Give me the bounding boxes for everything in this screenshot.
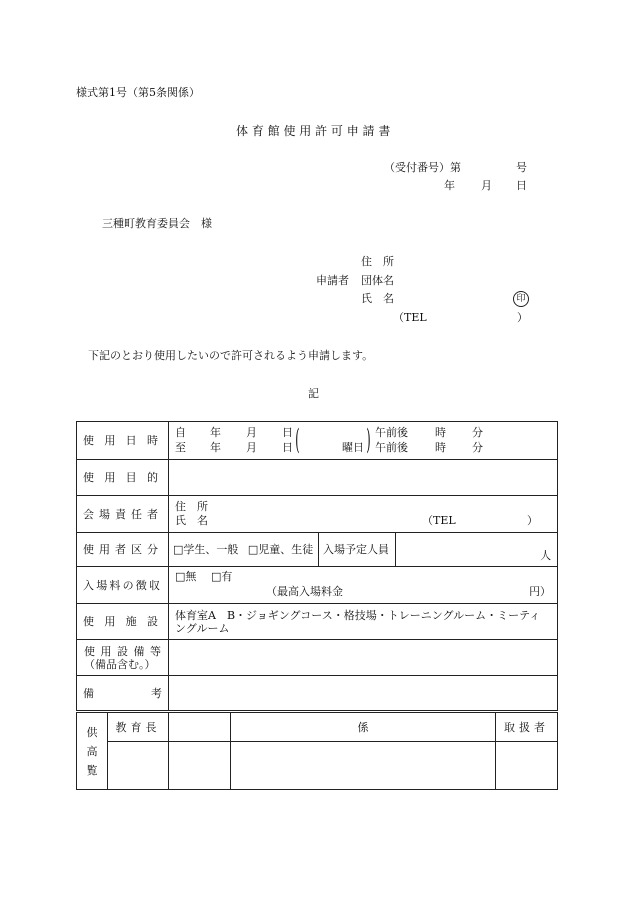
from-ampm: 午前後 bbox=[375, 426, 408, 439]
manager-tel-open: （TEL bbox=[422, 514, 456, 527]
superintendent-header: 教育長 bbox=[108, 712, 169, 742]
manager-address-label: 住 所 bbox=[175, 500, 208, 513]
manager-name-label: 氏 名 bbox=[175, 514, 208, 527]
facility-label: 使用施設 bbox=[77, 604, 169, 640]
applicant-group-label: 団体名 bbox=[361, 274, 394, 287]
weekday-close-paren: ) bbox=[366, 423, 371, 456]
receipt-number-suffix: 号 bbox=[516, 161, 527, 174]
fee-cell bbox=[169, 567, 558, 604]
category-child-pupil-checkbox[interactable]: □児童、生徒 bbox=[247, 543, 314, 556]
date-year: 年 bbox=[444, 179, 455, 192]
to-month: 月 bbox=[246, 441, 257, 454]
form-number: 様式第1号（第5条関係） bbox=[76, 86, 200, 99]
row-category bbox=[77, 533, 558, 567]
row-facility bbox=[77, 604, 558, 640]
fee-max-label: （最高入場料金 bbox=[266, 585, 343, 598]
row-review-header bbox=[77, 712, 558, 742]
applicant-name-label: 氏 名 bbox=[361, 292, 394, 305]
document-title: 体 育 館 使 用 許 可 申 請 書 bbox=[236, 124, 391, 138]
to-year: 年 bbox=[210, 441, 221, 454]
notes-cell[interactable] bbox=[169, 676, 558, 712]
ki-heading: 記 bbox=[308, 387, 319, 400]
notes-label: 備考 bbox=[77, 676, 169, 712]
row-review-stamps bbox=[77, 742, 558, 790]
applicant-address-label: 住 所 bbox=[361, 255, 394, 268]
usage-datetime-cell[interactable] bbox=[169, 422, 558, 460]
to-label: 至 bbox=[175, 441, 186, 454]
date-month: 月 bbox=[481, 179, 492, 192]
request-text: 下記のとおり使用したいので許可されるよう申請します。 bbox=[88, 349, 374, 362]
fee-none-checkbox[interactable]: □無 bbox=[175, 570, 197, 583]
from-label: 自 bbox=[175, 426, 186, 439]
category-label: 使用者区分 bbox=[77, 533, 169, 567]
purpose-label: 使用目的 bbox=[77, 460, 169, 496]
usage-datetime-label: 使用日時 bbox=[77, 422, 169, 460]
blank-header bbox=[169, 712, 231, 742]
blank-stamp-cell[interactable] bbox=[169, 742, 231, 790]
addressee: 三種町教育委員会 様 bbox=[102, 217, 212, 230]
equipment-label-line1: 使用設備等 bbox=[84, 644, 161, 658]
attendees-label: 入場予定人員 bbox=[319, 533, 396, 567]
applicant-tel-open: （TEL bbox=[393, 311, 427, 324]
manager-tel-close: ） bbox=[527, 514, 538, 527]
fee-label: 入場料の徴収 bbox=[77, 567, 169, 604]
fee-unit: 円） bbox=[529, 585, 552, 598]
row-purpose bbox=[77, 460, 558, 496]
from-hour: 時 bbox=[435, 426, 446, 439]
equipment-label-line2: （備品含む。） bbox=[84, 657, 156, 671]
manager-cell[interactable] bbox=[169, 496, 558, 533]
to-ampm: 午前後 bbox=[375, 441, 408, 454]
from-minute: 分 bbox=[472, 426, 483, 439]
attendees-cell[interactable] bbox=[396, 533, 558, 567]
to-hour: 時 bbox=[435, 441, 446, 454]
facility-cell[interactable]: 体育室A B・ジョギングコース・格技場・トレーニングルーム・ミーティングルーム bbox=[169, 604, 558, 640]
review-label-char-2: 高 bbox=[86, 744, 98, 758]
applicant-tel-close: ） bbox=[517, 311, 528, 324]
row-fee bbox=[77, 567, 558, 604]
weekday-label: 曜日 bbox=[342, 441, 364, 454]
purpose-cell[interactable] bbox=[169, 460, 558, 496]
weekday-open-paren: ( bbox=[295, 423, 300, 456]
staff-header: 係 bbox=[231, 712, 496, 742]
row-usage-datetime bbox=[77, 422, 558, 460]
seal-mark: 印 bbox=[513, 291, 529, 307]
review-label bbox=[77, 712, 108, 790]
category-options-cell bbox=[169, 533, 319, 567]
date-day: 日 bbox=[516, 179, 527, 192]
from-day: 日 bbox=[282, 426, 293, 439]
from-year: 年 bbox=[210, 426, 221, 439]
row-notes bbox=[77, 676, 558, 712]
handler-header: 取扱者 bbox=[496, 712, 558, 742]
handler-stamp-cell[interactable] bbox=[496, 742, 558, 790]
fee-yes-checkbox[interactable]: □有 bbox=[211, 570, 233, 583]
manager-label: 会場責任者 bbox=[77, 496, 169, 533]
attendees-unit: 人 bbox=[540, 549, 552, 562]
equipment-cell[interactable] bbox=[169, 640, 558, 676]
to-minute: 分 bbox=[472, 441, 483, 454]
review-label-char-1: 供 bbox=[86, 725, 98, 739]
receipt-number-label: （受付番号）第 bbox=[384, 161, 461, 174]
applicant-label: 申請者 bbox=[316, 274, 349, 287]
row-equipment bbox=[77, 640, 558, 676]
application-table bbox=[76, 421, 558, 790]
row-manager bbox=[77, 496, 558, 533]
from-month: 月 bbox=[246, 426, 257, 439]
review-label-char-3: 覧 bbox=[86, 763, 98, 777]
superintendent-stamp-cell[interactable] bbox=[108, 742, 169, 790]
staff-stamp-cell[interactable] bbox=[231, 742, 496, 790]
to-day: 日 bbox=[282, 441, 293, 454]
category-student-general-checkbox[interactable]: □学生、一般 bbox=[173, 543, 239, 556]
equipment-label bbox=[77, 640, 169, 676]
